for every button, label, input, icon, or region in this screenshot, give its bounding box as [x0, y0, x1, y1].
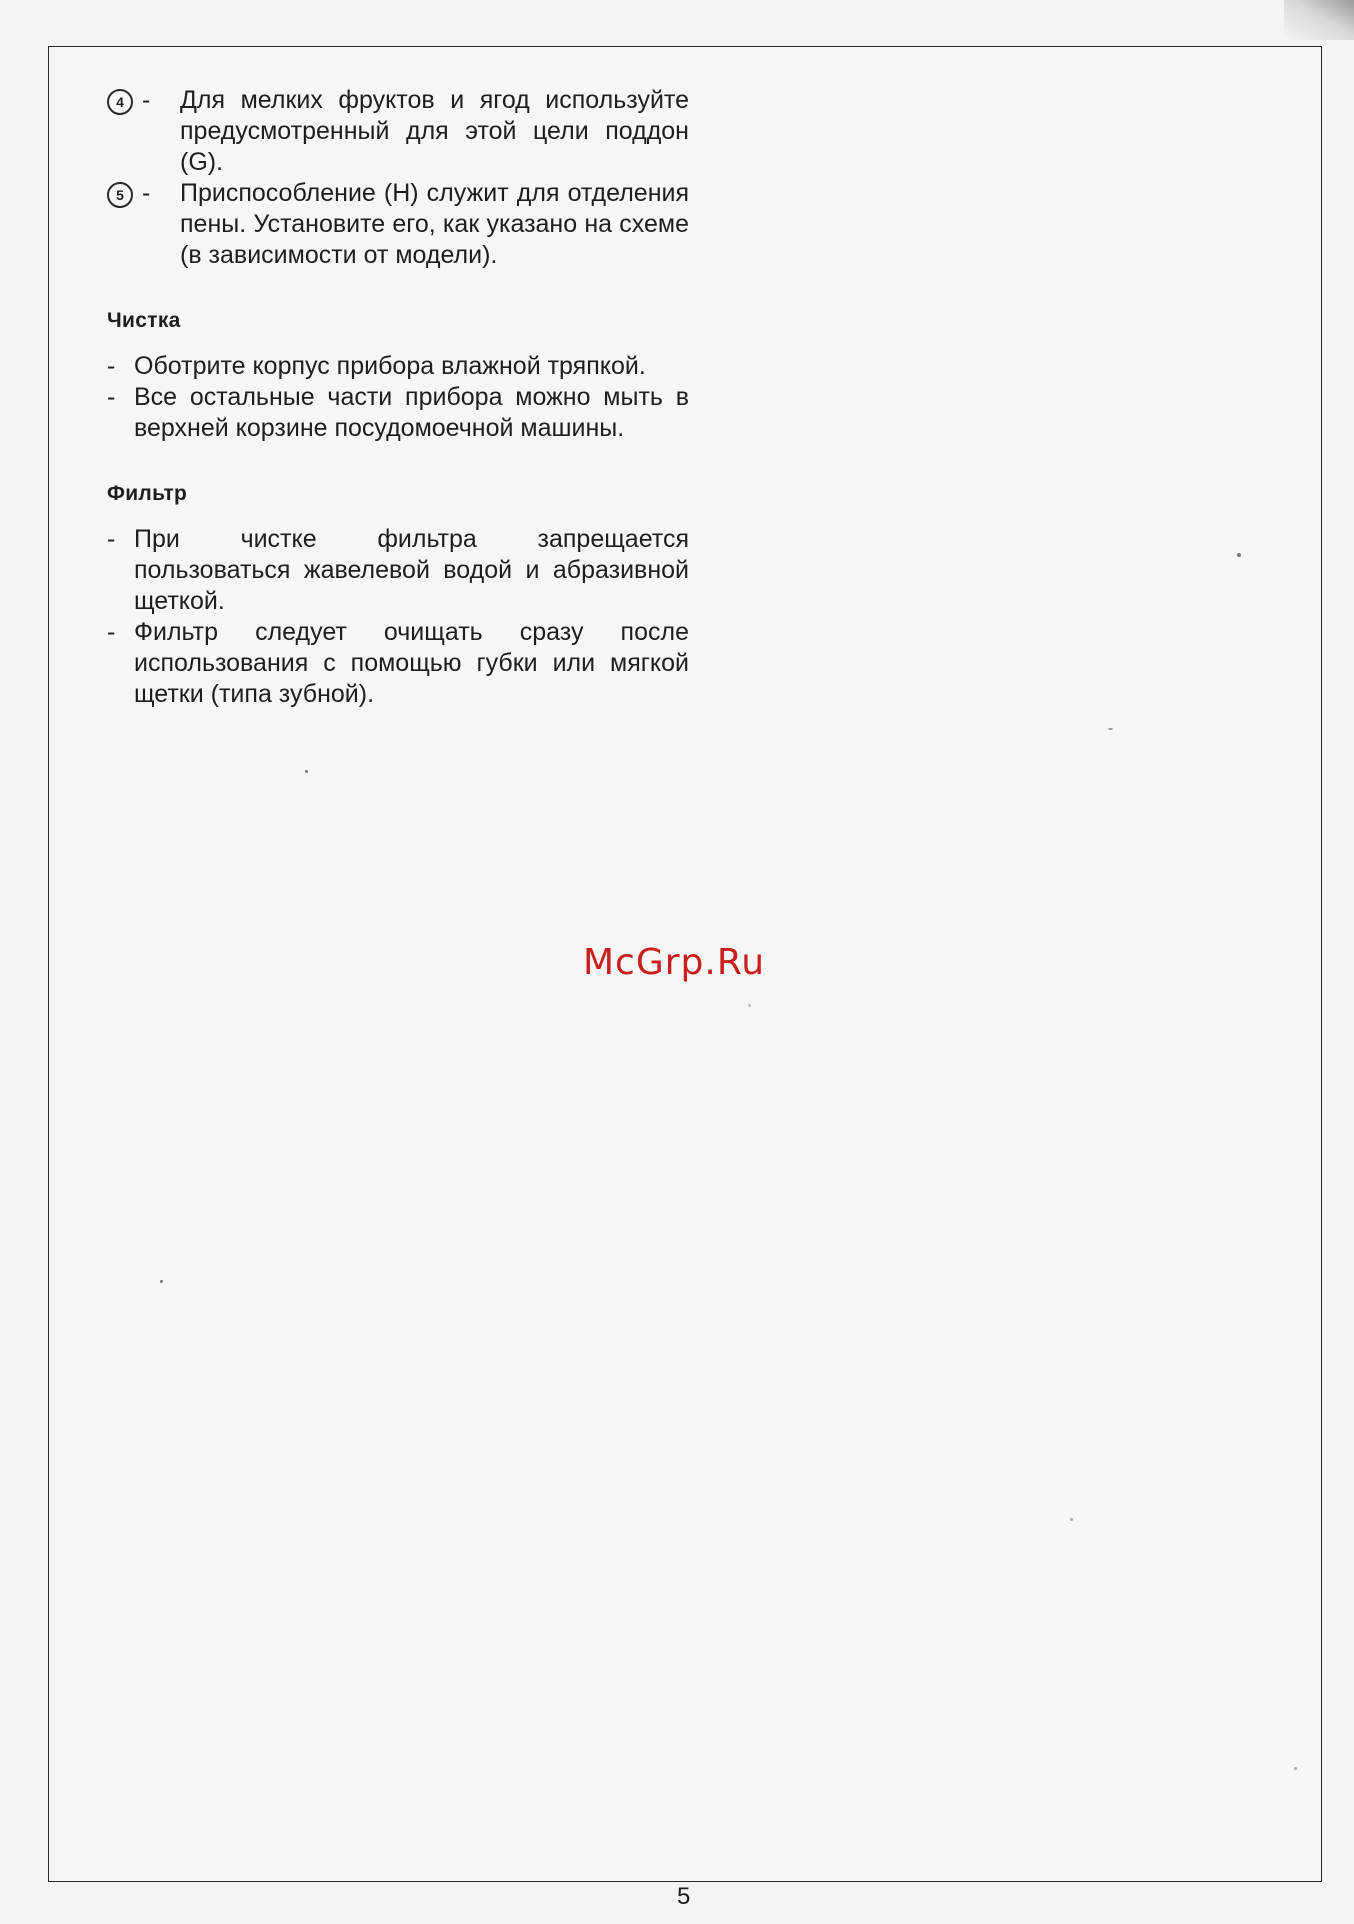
item-dash: -	[107, 525, 116, 553]
item-dash: -	[142, 179, 151, 207]
scan-speck	[748, 1004, 751, 1007]
item-text: Фильтр следует очищать сразу после использования с помощью губки или мягкой щетки (типа зубной).	[134, 618, 689, 708]
watermark-text: McGrp.Ru	[583, 942, 766, 983]
item-dash: -	[107, 383, 116, 411]
item-dash: -	[107, 618, 116, 646]
item-text: При чистке фильтра запрещается пользоваться жавелевой водой и абразивной щеткой.	[134, 525, 689, 615]
filter-item-1	[107, 524, 689, 617]
circled-number-5: 5	[107, 182, 133, 208]
filter-item-2	[107, 617, 689, 710]
scan-speck	[1294, 1767, 1297, 1770]
cleaning-item-1	[107, 351, 689, 382]
item-text: Все остальные части прибора можно мыть в верхней корзине посудомоечной машины.	[134, 383, 689, 442]
item-dash: -	[107, 352, 116, 380]
page-number: 5	[677, 1883, 691, 1910]
item-dash: -	[142, 86, 151, 114]
item-text: Оботрите корпус прибора влажной тряпкой.	[134, 352, 646, 380]
scan-speck	[305, 770, 308, 773]
scan-speck	[1070, 1518, 1073, 1521]
section-heading-filter: Фильтр	[107, 482, 188, 505]
page-corner-shadow	[1284, 0, 1354, 40]
circled-number-4: 4	[107, 89, 133, 115]
item-marker	[107, 178, 150, 209]
item-marker	[107, 85, 150, 116]
text-column	[107, 85, 689, 710]
item-text: Приспособление (H) служит для отделения пены. Установите его, как указано на схеме (в зависимости от модели).	[180, 179, 689, 269]
numbered-item-4	[107, 85, 689, 178]
scan-speck	[1237, 553, 1241, 557]
section-heading-cleaning: Чистка	[107, 309, 181, 332]
scan-speck	[1108, 728, 1113, 730]
item-text: Для мелких фруктов и ягод используйте предусмотренный для этой цели поддон (G).	[180, 86, 689, 176]
cleaning-item-2	[107, 382, 689, 444]
scan-speck	[160, 1280, 163, 1283]
numbered-item-5	[107, 178, 689, 271]
